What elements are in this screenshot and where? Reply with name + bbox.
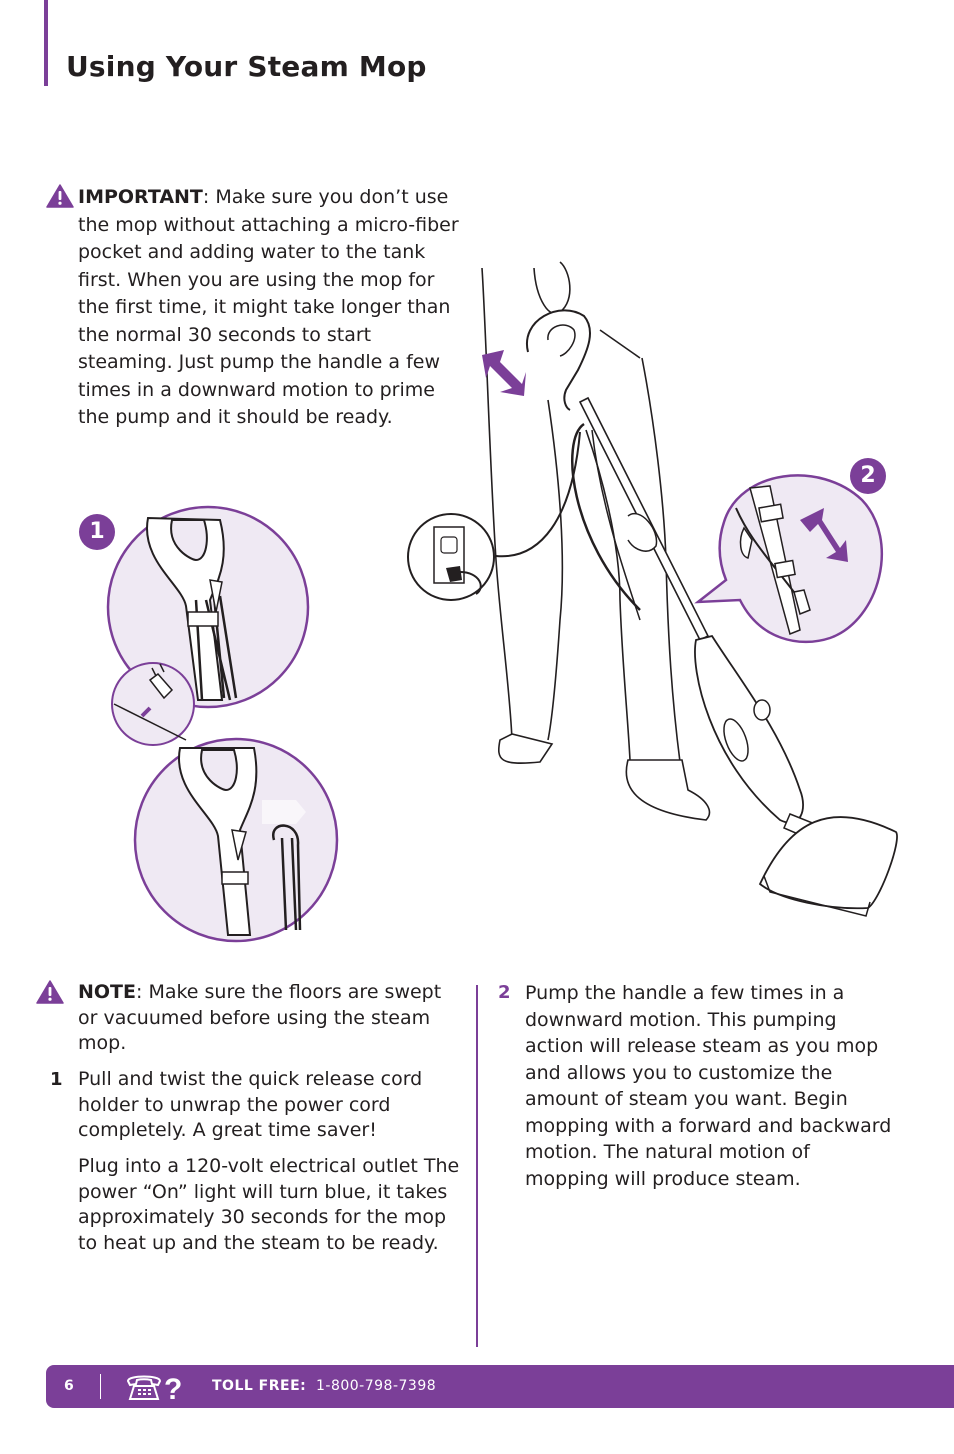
column-divider xyxy=(476,985,478,1347)
step-1-number: 1 xyxy=(50,1069,63,1090)
step-2-number: 2 xyxy=(498,982,511,1003)
person-figure xyxy=(482,262,709,820)
svg-text:?: ? xyxy=(164,1373,183,1403)
step-1-text-plug: Plug into a 120-volt electrical outlet The power “On” light will turn blue, it takes approximately 30 seconds for the mop to heat up and the steam to be ready. xyxy=(78,1155,460,1254)
footer-bar xyxy=(46,1365,954,1408)
cord-unwrap-bubble xyxy=(135,739,337,941)
page-number: 6 xyxy=(64,1378,74,1394)
important-body: : Make sure you don’t use the mop without attaching a micro-fiber pocket and adding water to the tank first. When you are using the mop for the first time, it might take longer than the normal 30 seconds to start steaming. Just pump the handle a few times in a downward motion to prime the pump and it should be ready. xyxy=(78,186,459,428)
note-text xyxy=(78,980,464,1057)
toll-free-phone: 1-800-798-7398 xyxy=(316,1378,437,1394)
note-body: : Make sure the floors are swept or vacuumed before using the steam mop. xyxy=(78,981,442,1054)
step-2-text: Pump the handle a few times in a downward motion. This pumping action will release steam as you mop and allows you to customize the amount of steam you want. Begin mopping with a forward and backward motion. The natural motion of mopping will produce steam. xyxy=(525,982,892,1190)
note-label: NOTE xyxy=(78,981,136,1003)
callout-2-badge: 2 xyxy=(850,458,886,494)
callout-1-badge: 1 xyxy=(79,514,115,550)
handle-pump-bubble xyxy=(698,475,882,641)
toll-free-label: TOLL FREE: xyxy=(212,1378,307,1394)
wall-outlet xyxy=(408,514,494,600)
footer-separator xyxy=(100,1374,101,1399)
pump-motion-arrow xyxy=(482,350,526,396)
warning-triangle-icon xyxy=(36,980,64,1004)
page-title: Using Your Steam Mop xyxy=(66,50,427,83)
important-label: IMPORTANT xyxy=(78,186,203,208)
step-1-text: Pull and twist the quick release cord holder to unwrap the power cord completely. A great time saver! xyxy=(78,1068,423,1141)
phone-help-icon xyxy=(124,1371,184,1403)
plug-bubble xyxy=(112,663,194,745)
